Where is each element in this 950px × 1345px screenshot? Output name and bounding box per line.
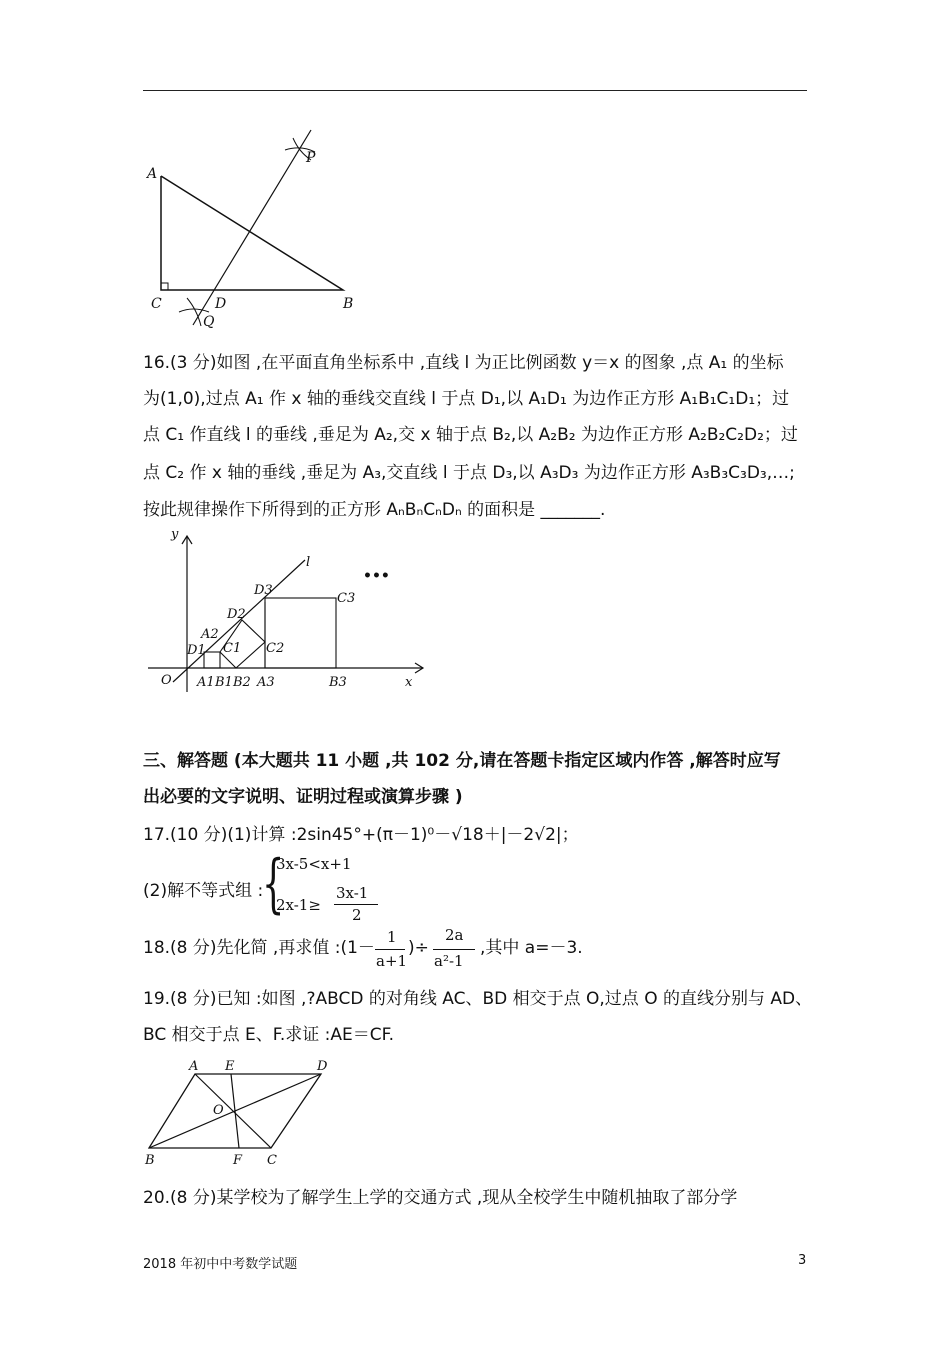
label-x: x [405, 675, 413, 690]
q18-frac2-numerator: 2a [445, 926, 464, 944]
label-Q: Q [203, 314, 215, 330]
label-D3: D3 [254, 583, 273, 598]
q16-line-3: 点 C₁ 作直线 l 的垂线 ,垂足为 A₂,交 x 轴于点 B₂,以 A₂B₂ 为边作正方形 A₂B₂C₂D₂；过 [143, 425, 798, 445]
label-D1: D1 [187, 643, 206, 658]
figure-parallelogram [143, 1052, 343, 1172]
label-ellipsis: ••• [363, 568, 390, 584]
label-B: B [343, 296, 354, 312]
q17-part1-label: 17.(10 分)(1)计算 : [143, 825, 297, 845]
q17-inequality-2-left: 2x-1≥ [276, 896, 321, 914]
q18-frac1-bar [375, 949, 405, 950]
section3-line-2: 出必要的文字说明、证明过程或演算步骤 ) [143, 787, 463, 807]
figure-triangle [143, 120, 373, 335]
q16-line-4: 点 C₂ 作 x 轴的垂线 ,垂足为 A₃,交直线 l 于点 D₃,以 A₃D₃ 为边作正方形 A₃B₃C₃D₃,…; [143, 463, 795, 483]
label-A: A [189, 1059, 199, 1074]
q20-line-1: 20.(8 分)某学校为了解学生上学的交通方式 ,现从全校学生中随机抽取了部分学 [143, 1188, 738, 1208]
q18-frac2-bar [433, 949, 475, 950]
label-P: P [306, 150, 316, 166]
q19-line-2: BC 相交于点 E、F.求证 :AE＝CF. [143, 1025, 395, 1045]
page-number: 3 [798, 1253, 807, 1268]
label-O: O [161, 673, 172, 688]
label-y: y [171, 527, 179, 542]
label-D2: D2 [227, 607, 246, 622]
label-C2: C2 [266, 641, 285, 656]
label-A: A [147, 166, 158, 182]
q16-line-2: 为(1,0),过点 A₁ 作 x 轴的垂线交直线 l 于点 D₁,以 A₁D₁ 为边作正方形 A₁B₁C₁D₁；过 [143, 389, 790, 409]
q18-suffix: ,其中 a=－3. [480, 938, 583, 958]
q17-part2-prefix: (2)解不等式组 : [143, 881, 264, 901]
label-F: F [233, 1153, 243, 1168]
q17-inequality-2-denominator: 2 [352, 906, 362, 924]
label-B: B [145, 1153, 155, 1168]
footer-title: 2018 年初中中考数学试题 [143, 1257, 298, 1272]
label-A1: A1 [197, 675, 215, 690]
label-l: l [306, 555, 311, 570]
label-B1: B1 [215, 675, 233, 690]
section3-line-1: 三、解答题 (本大题共 11 小题 ,共 102 分,请在答题卡指定区域内作答 ,解答时应写 [143, 751, 781, 771]
figure-squares [143, 522, 433, 697]
q16-line-1: 16.(3 分)如图 ,在平面直角坐标系中 ,直线 l 为正比例函数 y＝x 的图象 ,点 A₁ 的坐标 [143, 353, 784, 373]
label-B2: B2 [233, 675, 251, 690]
label-C: C [151, 296, 162, 312]
label-B3: B3 [329, 675, 347, 690]
label-C: C [267, 1153, 277, 1168]
header-rule [143, 90, 807, 91]
label-D: D [317, 1059, 328, 1074]
label-A3: A3 [257, 675, 275, 690]
label-A2: A2 [201, 627, 219, 642]
q17-fraction-bar [334, 904, 378, 905]
label-C3: C3 [337, 591, 356, 606]
q18-prefix: 18.(8 分)先化简 ,再求值 :(1－ [143, 938, 375, 958]
label-E: E [225, 1059, 235, 1074]
label-C1: C1 [223, 641, 242, 656]
q18-frac2-denominator: a²-1 [434, 952, 464, 970]
inequality-brace: { [262, 847, 285, 921]
label-D: D [215, 296, 227, 312]
label-O: O [213, 1103, 224, 1118]
q17-part1-prefix [143, 824, 579, 846]
q16-line-5: 按此规律操作下所得到的正方形 AₙBₙCₙDₙ 的面积是 _______. [143, 500, 606, 520]
q18-frac1-denominator: a+1 [376, 952, 408, 970]
q17-inequality-2-numerator: 3x-1 [336, 884, 369, 902]
q17-inequality-1: 3x-5<x+1 [276, 855, 352, 873]
q17-part1-expression: 2sin45°+(π－1)⁰－√18＋|－2√2|； [296, 825, 579, 845]
q18-mid: )÷ [408, 938, 429, 958]
q19-line-1: 19.(8 分)已知 :如图 ,?ABCD 的对角线 AC、BD 相交于点 O,过点 O 的直线分别与 AD、 [143, 989, 813, 1009]
q18-frac1-numerator: 1 [387, 928, 397, 946]
